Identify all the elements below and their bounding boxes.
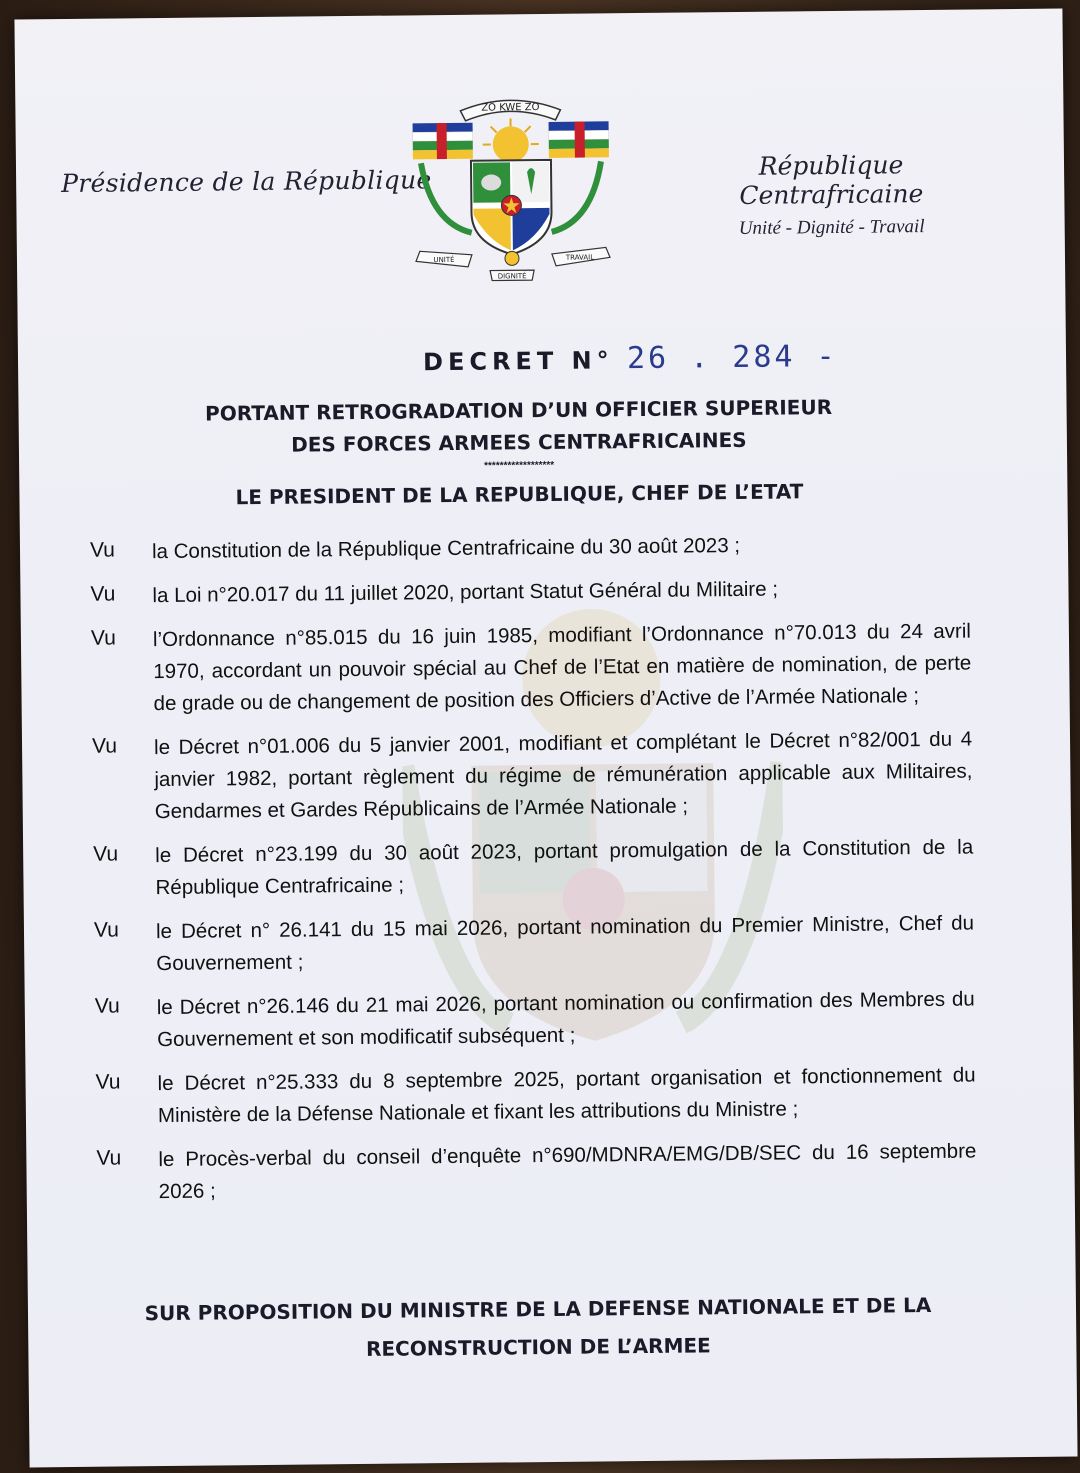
visa-text: le Procès-verbal du conseil d’enquête n°690/MDNRA/EMG/DB/SEC du 16 septembre 2026 ; — [158, 1139, 977, 1204]
visa-label: Vu — [90, 582, 116, 606]
proposal-line-2: RECONSTRUCTION DE L’ARMEE — [365, 1333, 711, 1361]
presidency-header: Présidence de la République — [61, 165, 432, 199]
visa-label: Vu — [95, 1070, 121, 1094]
visa-label: Vu — [94, 994, 120, 1018]
visa-label: Vu — [93, 918, 120, 942]
country-name: République Centrafricaine — [739, 150, 924, 210]
visa-label: Vu — [93, 842, 119, 866]
visa-text: le Décret n°01.006 du 5 janvier 2001, modifiant et complétant le Décret n°82/001 du 4 janvier 1982, portant règlement du régime de rémunération applicable aux Militaires, Gendarmes et Gardes Républicains de l’Armée Nationale ; — [153, 727, 973, 824]
visa-item — [90, 572, 970, 613]
visa-item — [96, 1136, 977, 1209]
country-header — [691, 150, 972, 241]
visas-list — [90, 528, 977, 1221]
seal-scroll-bottom: DIGNITÉ — [497, 272, 527, 281]
subject-line-1: PORTANT RETROGRADATION D’UN OFFICIER SUPERIEUR — [204, 394, 833, 426]
decree-subject — [158, 391, 879, 463]
visa-item — [92, 724, 973, 829]
seal-scroll-right: TRAVAIL — [565, 253, 595, 262]
visa-item — [91, 616, 972, 721]
decree-title — [423, 339, 838, 378]
visa-label: Vu — [96, 1146, 122, 1170]
visa-label: Vu — [90, 626, 116, 650]
visa-text: le Décret n°26.146 du 21 mai 2026, portant nomination ou confirmation des Membres du Gouvernement et son modificatif subséquent ; — [156, 987, 975, 1052]
decree-label: DECRET N° — [422, 346, 614, 377]
national-motto: Unité - Dignité - Travail — [738, 216, 925, 239]
president-heading: LE PRESIDENT DE LA REPUBLIQUE, CHEF DE L’ETAT — [235, 479, 804, 510]
visa-item — [95, 1060, 976, 1133]
visa-item — [90, 528, 970, 569]
seal-banner-text: ZO KWE ZO — [481, 102, 540, 114]
visa-item — [95, 984, 976, 1057]
visa-item — [94, 908, 975, 981]
decree-number: 26 . 284 - — [626, 338, 838, 377]
visa-label: Vu — [89, 538, 116, 562]
proposal-heading — [98, 1286, 979, 1371]
visa-label: Vu — [91, 734, 118, 758]
seal-scroll-left: UNITÉ — [433, 255, 455, 265]
visa-text: le Décret n° 26.141 du 15 mai 2026, portant nomination du Premier Ministre, Chef du Gouvernement ; — [155, 911, 975, 976]
document-page — [14, 9, 1077, 1468]
visa-text: le Décret n°25.333 du 8 septembre 2025, portant organisation et fonctionnement du Ministère de la Défense Nationale et fixant les attributions du Ministre ; — [157, 1063, 976, 1128]
visa-text: le Décret n°23.199 du 30 août 2023, portant promulgation de la Constitution de la République Centrafricaine ; — [155, 835, 974, 900]
visa-item — [93, 832, 974, 905]
subject-line-2: DES FORCES ARMEES CENTRAFRICAINES — [291, 427, 747, 457]
visa-text: l’Ordonnance n°85.015 du 16 juin 1985, modifiant l’Ordonnance n°70.013 du 24 avril 1970, accordant un pouvoir spécial au Chef de l’Etat en matière de nomination, de perte de grade ou de changement de position des Officiers d’Active de l’Armée Nationale ; — [152, 619, 972, 716]
visa-text: la Constitution de la République Centrafricaine du 30 août 2023 ; — [151, 533, 741, 564]
proposal-line-1: SUR PROPOSITION DU MINISTRE DE LA DEFENSE NATIONALE ET DE LA — [144, 1292, 932, 1326]
visa-text: la Loi n°20.017 du 11 juillet 2020, portant Statut Général du Militaire ; — [152, 577, 779, 608]
separator-stars: ****************** — [484, 459, 555, 472]
coat-of-arms-seal — [400, 81, 622, 283]
